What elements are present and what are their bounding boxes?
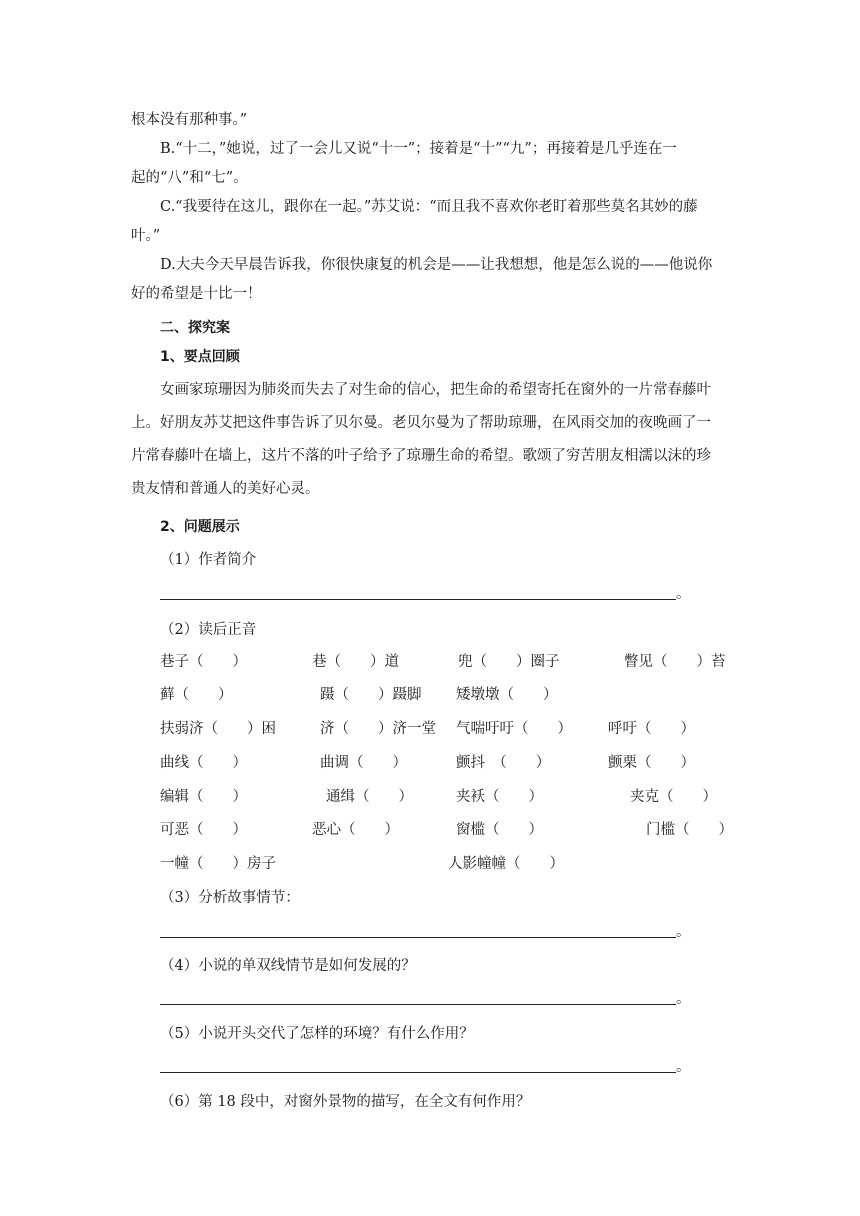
answer-line[interactable] bbox=[160, 937, 676, 938]
text-line: 根本没有那种事。” bbox=[131, 112, 248, 128]
pinyin-item: 藓（ ） bbox=[160, 687, 233, 703]
summary-line: 女画家琼珊因为肺炎而失去了对生命的信心，把生命的希望寄托在窗外的一片常春藤叶 bbox=[160, 382, 711, 398]
summary-line: 片常春藤叶在墙上，这片不落的叶子给予了琼珊生命的希望。歌颂了穷苦朋友相濡以沫的珍 bbox=[131, 448, 711, 464]
answer-line[interactable] bbox=[160, 599, 676, 600]
text-line: 叶。” bbox=[131, 228, 161, 244]
pinyin-item: 巷（ ）道 bbox=[312, 654, 399, 670]
pinyin-item: 巷子（ ） bbox=[160, 654, 247, 670]
pinyin-item: 颤抖 （ ） bbox=[456, 755, 551, 771]
text-line: 好的希望是十比一！ bbox=[131, 286, 262, 302]
text-line: 起的“八”和“七”。 bbox=[131, 170, 248, 186]
pinyin-item: 夹袄（ ） bbox=[456, 789, 543, 805]
answer-line[interactable] bbox=[160, 1004, 676, 1005]
pinyin-item: 门槛（ ） bbox=[646, 822, 733, 838]
summary-line: 上。好朋友苏艾把这件事告诉了贝尔曼。老贝尔曼为了帮助琼珊，在风雨交加的夜晚画了一 bbox=[131, 415, 711, 431]
pinyin-item: 扶弱济（ ）困 bbox=[160, 721, 276, 737]
pinyin-item: 通缉（ ） bbox=[326, 789, 413, 805]
section-title: 二、探究案 bbox=[160, 320, 230, 336]
pinyin-item: 气喘吁吁（ ） bbox=[456, 721, 572, 737]
pinyin-item: 人影幢幢（ ） bbox=[448, 856, 564, 872]
subsection-title: 1、要点回顾 bbox=[160, 349, 240, 365]
option-b-line: B.“十二，”她说，过了一会儿又说“十一”；接着是“十”“九”；再接着是几乎连在一 bbox=[160, 141, 677, 157]
pinyin-item: 蹑（ ）蹑脚 bbox=[320, 687, 422, 703]
pinyin-item: 曲线（ ） bbox=[160, 755, 247, 771]
period: 。 bbox=[676, 924, 691, 940]
pinyin-item: 瞥见（ ）苔 bbox=[624, 654, 726, 670]
period: 。 bbox=[676, 991, 691, 1007]
pinyin-item: 窗槛（ ） bbox=[456, 822, 543, 838]
pinyin-item: 一幢（ ）房子 bbox=[160, 856, 276, 872]
option-d-line: D.大夫今天早晨告诉我，你很快康复的机会是——让我想想，他是怎么说的——他说你 bbox=[160, 257, 713, 273]
pinyin-item: 可恶（ ） bbox=[160, 822, 247, 838]
summary-line: 贵友情和普通人的美好心灵。 bbox=[131, 481, 320, 497]
pinyin-item: 曲调（ ） bbox=[320, 755, 407, 771]
subsection-title: 2、问题展示 bbox=[160, 519, 240, 535]
pinyin-item: 呼吁（ ） bbox=[608, 721, 695, 737]
question-setting: （5）小说开头交代了怎样的环境？有什么作用？ bbox=[160, 1026, 474, 1042]
question-pinyin: （2）读后正音 bbox=[160, 622, 257, 638]
pinyin-item: 兜（ ）圈子 bbox=[458, 654, 560, 670]
pinyin-item: 颤栗（ ） bbox=[608, 755, 695, 771]
option-c-line: C.“我要待在这儿，跟你在一起。”苏艾说：“而且我不喜欢你老盯着那些莫名其妙的藤 bbox=[160, 199, 698, 215]
question-author: （1）作者简介 bbox=[160, 552, 257, 568]
question-plot: （3）分析故事情节： bbox=[160, 890, 300, 906]
pinyin-item: 矮墩墩（ ） bbox=[456, 687, 558, 703]
answer-line[interactable] bbox=[160, 1072, 676, 1073]
question-plotlines: （4）小说的单双线情节是如何发展的？ bbox=[160, 958, 416, 974]
pinyin-item: 恶心（ ） bbox=[312, 822, 399, 838]
pinyin-item: 济（ ）济一堂 bbox=[320, 721, 436, 737]
period: 。 bbox=[676, 586, 691, 602]
question-scenery: （6）第 18 段中，对窗外景物的描写，在全文有何作用？ bbox=[160, 1094, 531, 1110]
pinyin-item: 编辑（ ） bbox=[160, 789, 247, 805]
period: 。 bbox=[676, 1059, 691, 1075]
pinyin-item: 夹克（ ） bbox=[630, 789, 717, 805]
